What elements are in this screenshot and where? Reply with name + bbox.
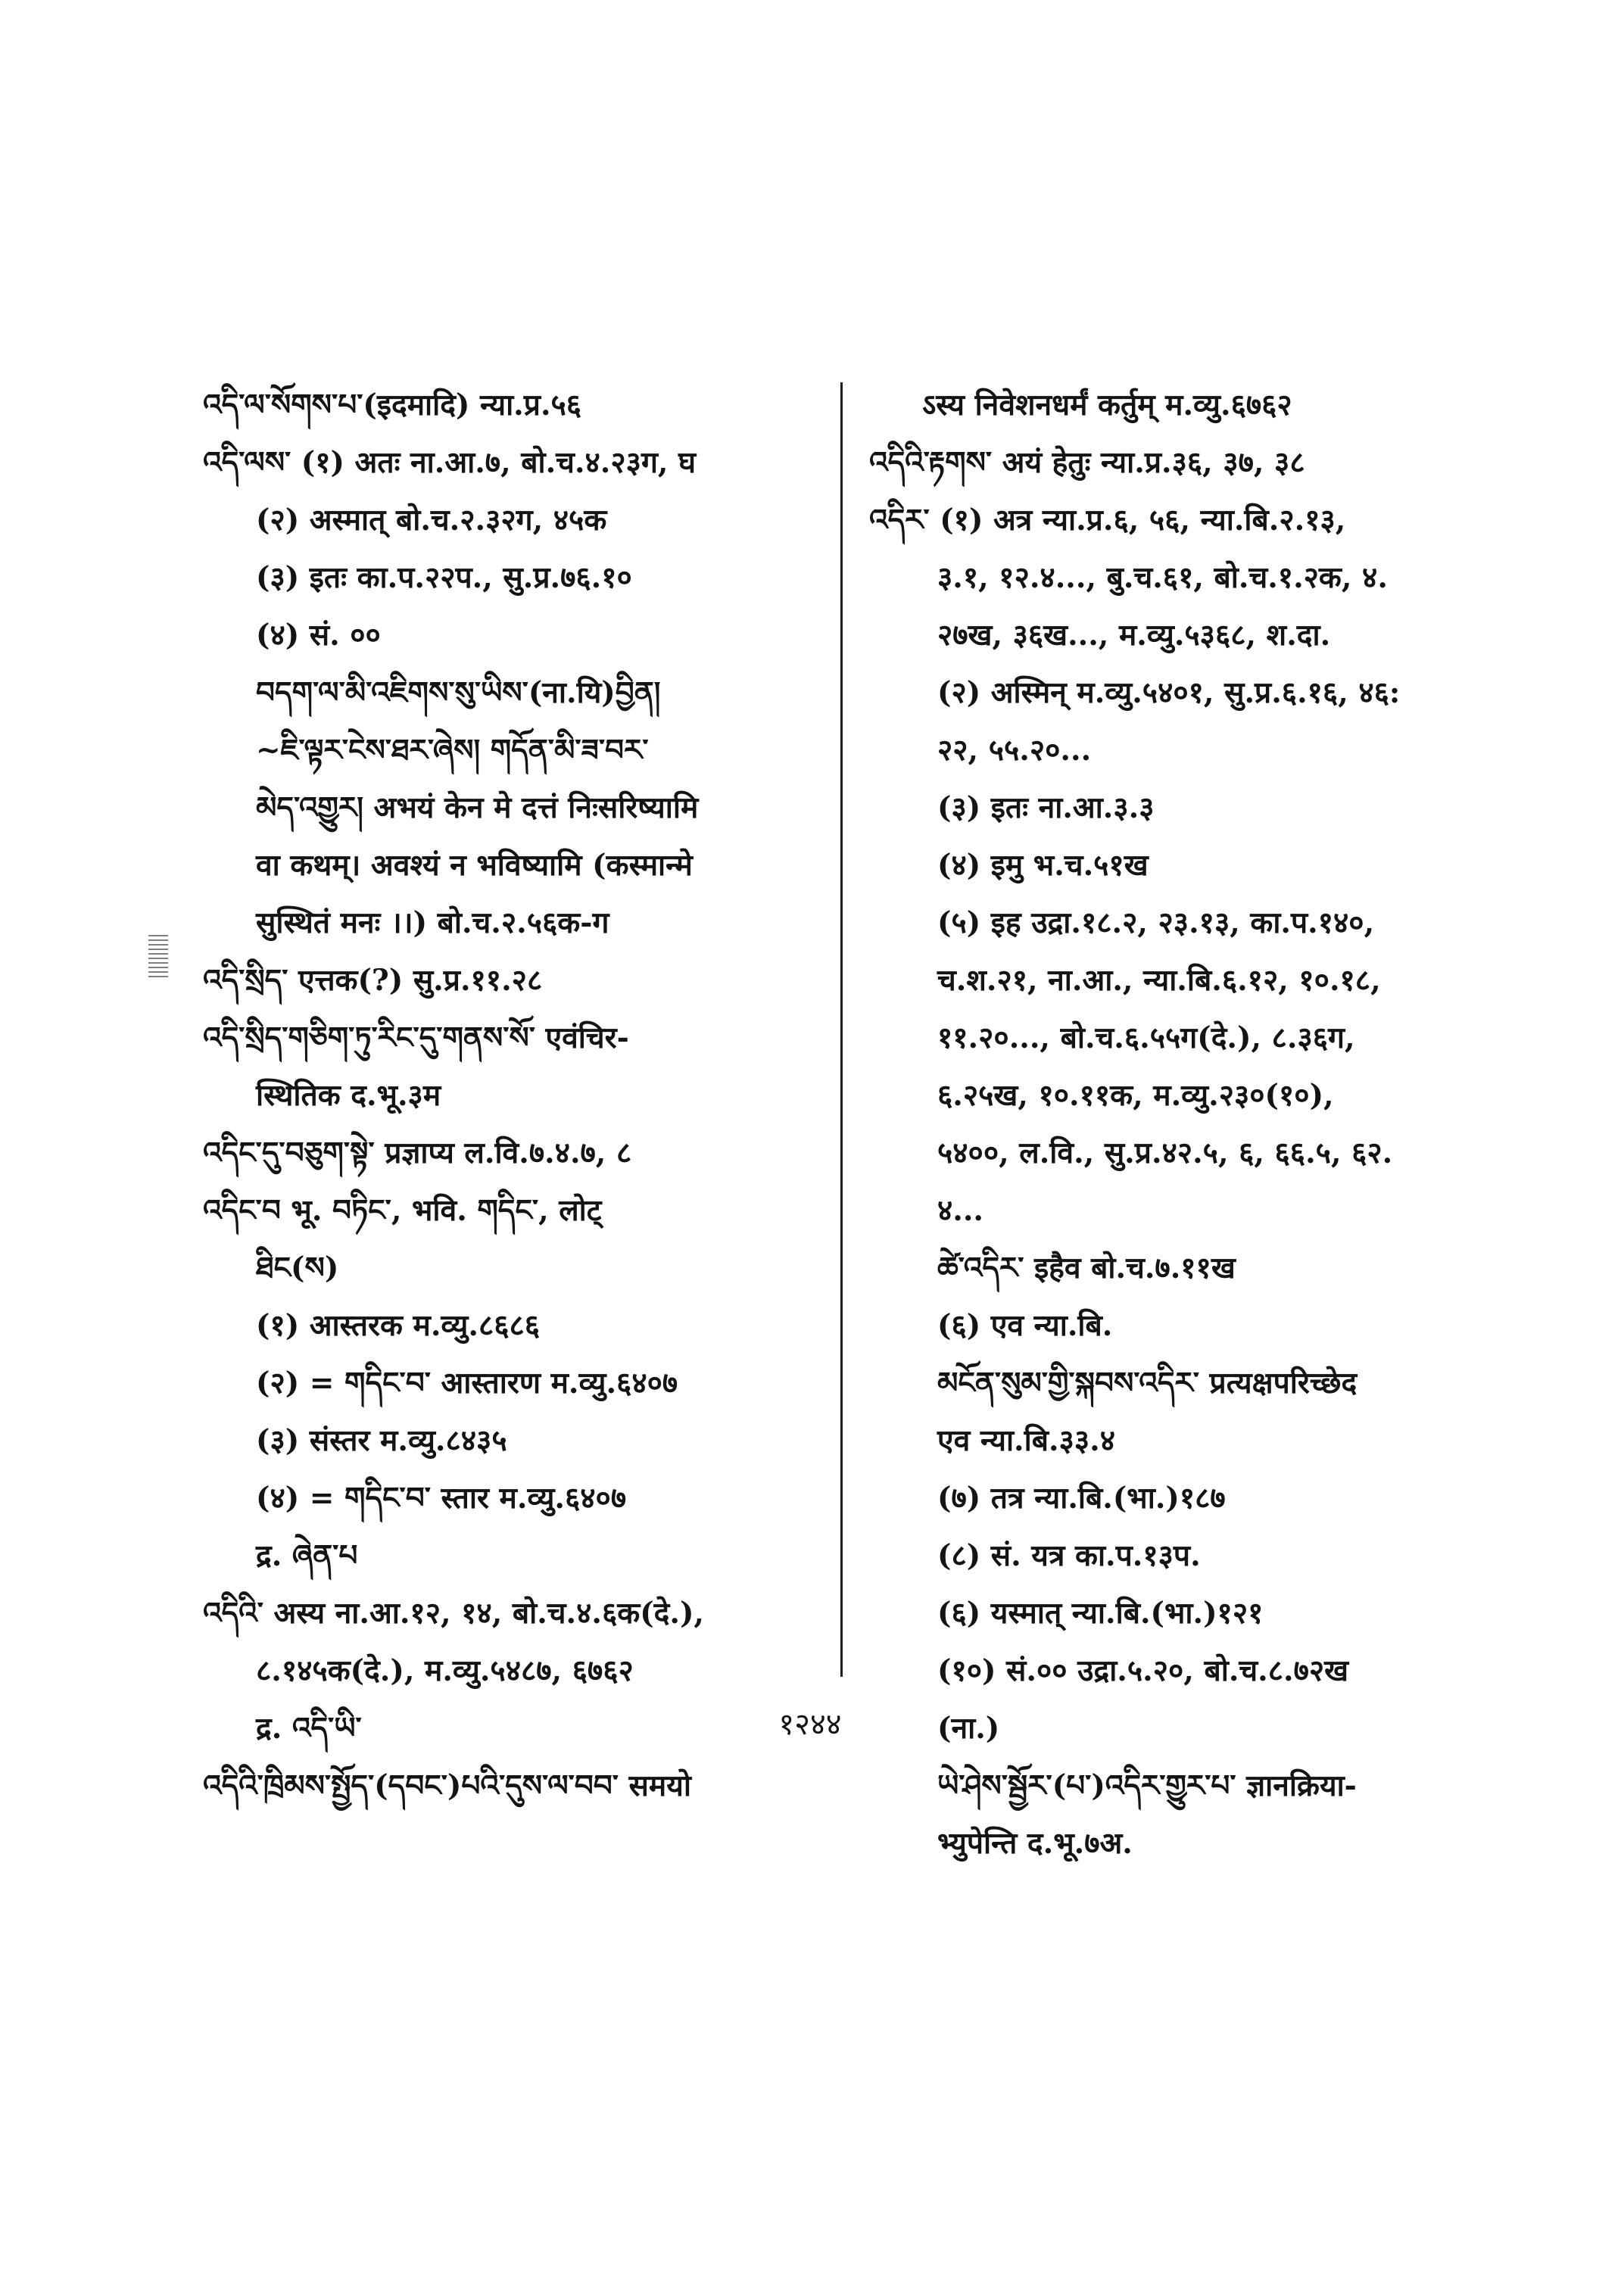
entry-line: च.श.२१, ना.आ., न्या.बि.६.१२, १०.१८,: [937, 963, 1381, 998]
entry-line: ५४००, ल.वि., सु.प्र.४२.५, ६, ६६.५, ६२.: [937, 1136, 1393, 1170]
entry-line: २७ख, ३६ख..., म.व्यु.५३६८, श.दा.: [937, 618, 1331, 653]
entry-line: (२) = གདིང་བ་ आस्तारण म.व्यु.६४०७: [256, 1366, 678, 1400]
entry-line: མངོན་སུམ་གྱི་སྐབས་འདིར་ प्रत्यक्षपरिच्छेद: [937, 1366, 1357, 1400]
entry-line: ~ཇི་ལྟར་ངེས་ཐར་ཞེས། གདོན་མི་ཟ་བར་: [256, 733, 649, 768]
entry-line: (८) सं. यत्र का.प.१३प.: [937, 1538, 1201, 1573]
entry-line: བདག་ལ་མི་འཇིགས་སུ་ཡིས་(ना.यि)བྱིན།: [256, 675, 661, 710]
entry-line: (२) अस्मिन् म.व्यु.५४०१, सु.प्र.६.१६, ४६:: [937, 675, 1401, 710]
entry-line: འདིའི་རྟགས་ अयं हेतुः न्या.प्र.३६, ३७, ३८: [869, 445, 1305, 480]
entry-line: འདིའི་ཁྲིམས་སྤྱོད་(དབང་)པའི་དུས་ལ་བབ་ समयो: [203, 1768, 691, 1803]
entry-line: ३.१, १२.४..., बु.च.६१, बो.च.१.२क, ४.: [937, 560, 1388, 595]
margin-mark: [148, 935, 168, 977]
entry-line: सुस्थितं मनः ।।) बो.च.२.५६क-ग: [256, 905, 609, 940]
entry-line: ऽस्य निवेशनधर्मं कर्तुम् म.व्यु.६७६२: [922, 388, 1292, 422]
entry-line: (६) एव न्या.बि.: [937, 1308, 1113, 1343]
entry-line: འདི་སྲིད་ एत्तक(?) सु.प्र.११.२८: [203, 963, 543, 998]
entry-line: འདི་ལས་ (१) अतः ना.आ.७, बो.च.४.२३ग, घ: [203, 445, 697, 480]
entry-line: वा कथम्। अवश्यं न भविष्यामि (कस्मान्मे: [256, 848, 693, 883]
entry-line: (४) = གདིང་བ་ स्तार म.व्यु.६४०७: [256, 1481, 627, 1516]
page-number: १२४४: [778, 1707, 842, 1742]
entry-line: द्र. ཞེན་པ: [256, 1538, 358, 1573]
entry-line: (१) आस्तरक म.व्यु.८६८६: [256, 1308, 541, 1343]
entry-line: भ्युपेन्ति द.भू.७अ.: [937, 1826, 1133, 1861]
entry-line: ११.२०..., बो.च.६.५५ग(दे.), ८.३६ग,: [937, 1020, 1355, 1055]
entry-line: (३) संस्तर म.व्यु.८४३५: [256, 1423, 507, 1458]
right-column: [869, 382, 1475, 1878]
column-divider: [840, 382, 843, 1677]
entry-line: འདི་སྲིད་གཅིག་ཏུ་རིང་དུ་གནས་སོ་ एवंचिर-: [203, 1020, 629, 1055]
entry-line: ཚེ་འདིར་ इहैव बो.च.७.११ख: [937, 1251, 1236, 1285]
entry-line: (२) अस्मात् बो.च.२.३२ग, ४५क: [256, 503, 607, 537]
entry-line: འདི་ལ་སོགས་པ་(इदमादि) न्या.प्र.५६: [203, 388, 582, 422]
entry-line: ४...: [937, 1193, 984, 1228]
entry-line: (४) इमु भ.च.५१ख: [937, 848, 1149, 883]
entry-line: འདིང་དུ་བཅུག་སྟེ་ प्रज्ञाप्य ल.वि.७.४.७, ८: [203, 1136, 632, 1170]
entry-line: མེད་འགྱུར། अभयं केन मे दत्तं निःसरिष्यामि: [256, 790, 699, 825]
entry-line: (७) तत्र न्या.बि.(भा.)१८७: [937, 1481, 1226, 1516]
entry-line: ६.२५ख, १०.११क, म.व्यु.२३०(१०),: [937, 1078, 1334, 1113]
entry-line: (५) इह उद्रा.१८.२, २३.१३, का.प.१४०,: [937, 905, 1375, 940]
entry-line: འདིར་ (१) अत्र न्या.प्र.६, ५६, न्या.बि.२.१३,: [869, 503, 1346, 537]
entry-line: (६) यस्मात् न्या.बि.(भा.)१२१: [937, 1596, 1264, 1631]
entry-line: འདིང་བ भू. བཏིང་, भवि. གདིང་, लोट्: [203, 1193, 602, 1228]
entry-line: འདིའི་ अस्य ना.आ.१२, १४, बो.च.४.६क(दे.),: [203, 1596, 704, 1631]
entry-line: (३) इतः का.प.२२प., सु.प्र.७६.१०: [256, 560, 632, 595]
entry-line: ཡེ་ཤེས་སྦྱོར་(པ་)འདིར་གྱུར་པ་ ज्ञानक्रिया-: [937, 1768, 1357, 1803]
entry-line: २२, ५५.२०...: [937, 733, 1092, 768]
entry-line: एव न्या.बि.३३.४: [937, 1423, 1115, 1458]
entry-line: ཐིང(ས): [256, 1251, 339, 1285]
entry-line: (ना.): [937, 1711, 1000, 1746]
entry-line: स्थितिक द.भू.३म: [256, 1078, 441, 1113]
entry-line: (४) सं. ००: [256, 618, 381, 653]
left-column: [203, 382, 824, 1821]
entry-line: (१०) सं.०० उद्रा.५.२०, बो.च.८.७२ख: [937, 1653, 1349, 1688]
entry-line: द्र. འདི་ཡི་: [256, 1711, 362, 1746]
entry-line: ८.१४५क(दे.), म.व्यु.५४८७, ६७६२: [256, 1653, 634, 1688]
entry-line: (३) इतः ना.आ.३.३: [937, 790, 1155, 825]
